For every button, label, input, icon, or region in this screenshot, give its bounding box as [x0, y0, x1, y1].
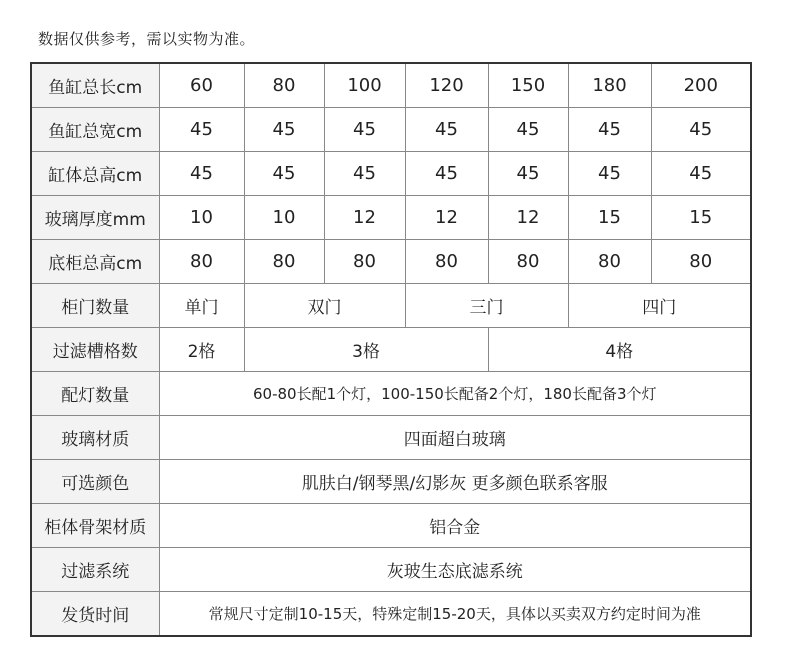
cell-length: 80 [244, 63, 324, 108]
cell-glass-thickness: 10 [159, 196, 244, 240]
cell-doors-triple: 三门 [405, 284, 568, 328]
cell-colors: 肌肤白/钢琴黑/幻影灰 更多颜色联系客服 [159, 460, 751, 504]
label-width: 鱼缸总宽cm [31, 108, 159, 152]
row-filter-system [31, 548, 751, 592]
label-length: 鱼缸总长cm [31, 63, 159, 108]
cell-cabinet-height: 80 [324, 240, 405, 284]
cell-length: 60 [159, 63, 244, 108]
cell-width: 45 [651, 108, 751, 152]
label-colors: 可选颜色 [31, 460, 159, 504]
label-filter-system: 过滤系统 [31, 548, 159, 592]
cell-shipping: 常规尺寸定制10-15天，特殊定制15-20天，具体以买卖双方约定时间为准 [159, 592, 751, 637]
label-lights: 配灯数量 [31, 372, 159, 416]
cell-height: 45 [159, 152, 244, 196]
row-glass-thickness [31, 196, 751, 240]
cell-width: 45 [324, 108, 405, 152]
cell-glass-thickness: 12 [405, 196, 488, 240]
cell-glass-thickness: 12 [488, 196, 568, 240]
cell-doors-double: 双门 [244, 284, 405, 328]
cell-glass-material: 四面超白玻璃 [159, 416, 751, 460]
label-doors: 柜门数量 [31, 284, 159, 328]
cell-filter-four: 4格 [488, 328, 751, 372]
cell-frame-material: 铝合金 [159, 504, 751, 548]
row-filter-slots [31, 328, 751, 372]
cell-cabinet-height: 80 [568, 240, 651, 284]
row-cabinet-height [31, 240, 751, 284]
cell-width: 45 [159, 108, 244, 152]
label-glass-thickness: 玻璃厚度mm [31, 196, 159, 240]
cell-length: 120 [405, 63, 488, 108]
cell-cabinet-height: 80 [488, 240, 568, 284]
disclaimer-note: 数据仅供参考，需以实物为准。 [38, 30, 256, 48]
cell-width: 45 [405, 108, 488, 152]
cell-lights: 60-80长配1个灯，100-150长配备2个灯，180长配备3个灯 [159, 372, 751, 416]
cell-height: 45 [568, 152, 651, 196]
row-glass-material [31, 416, 751, 460]
label-frame-material: 柜体骨架材质 [31, 504, 159, 548]
label-filter-slots: 过滤槽格数 [31, 328, 159, 372]
cell-width: 45 [488, 108, 568, 152]
cell-cabinet-height: 80 [405, 240, 488, 284]
cell-height: 45 [651, 152, 751, 196]
cell-filter-three: 3格 [244, 328, 488, 372]
cell-height: 45 [488, 152, 568, 196]
spec-table [30, 62, 752, 637]
cell-glass-thickness: 12 [324, 196, 405, 240]
cell-height: 45 [405, 152, 488, 196]
cell-length: 150 [488, 63, 568, 108]
label-cabinet-height: 底柜总高cm [31, 240, 159, 284]
cell-cabinet-height: 80 [244, 240, 324, 284]
label-height: 缸体总高cm [31, 152, 159, 196]
row-shipping [31, 592, 751, 637]
cell-doors-single: 单门 [159, 284, 244, 328]
cell-length: 100 [324, 63, 405, 108]
cell-height: 45 [324, 152, 405, 196]
cell-cabinet-height: 80 [159, 240, 244, 284]
cell-length: 200 [651, 63, 751, 108]
label-shipping: 发货时间 [31, 592, 159, 637]
row-width [31, 108, 751, 152]
row-doors [31, 284, 751, 328]
cell-glass-thickness: 15 [651, 196, 751, 240]
row-colors [31, 460, 751, 504]
cell-height: 45 [244, 152, 324, 196]
row-height [31, 152, 751, 196]
cell-glass-thickness: 15 [568, 196, 651, 240]
cell-width: 45 [568, 108, 651, 152]
cell-filter-system: 灰玻生态底滤系统 [159, 548, 751, 592]
row-length [31, 63, 751, 108]
cell-width: 45 [244, 108, 324, 152]
cell-glass-thickness: 10 [244, 196, 324, 240]
cell-filter-two: 2格 [159, 328, 244, 372]
cell-cabinet-height: 80 [651, 240, 751, 284]
cell-doors-quad: 四门 [568, 284, 751, 328]
row-frame-material [31, 504, 751, 548]
label-glass-material: 玻璃材质 [31, 416, 159, 460]
row-lights [31, 372, 751, 416]
cell-length: 180 [568, 63, 651, 108]
